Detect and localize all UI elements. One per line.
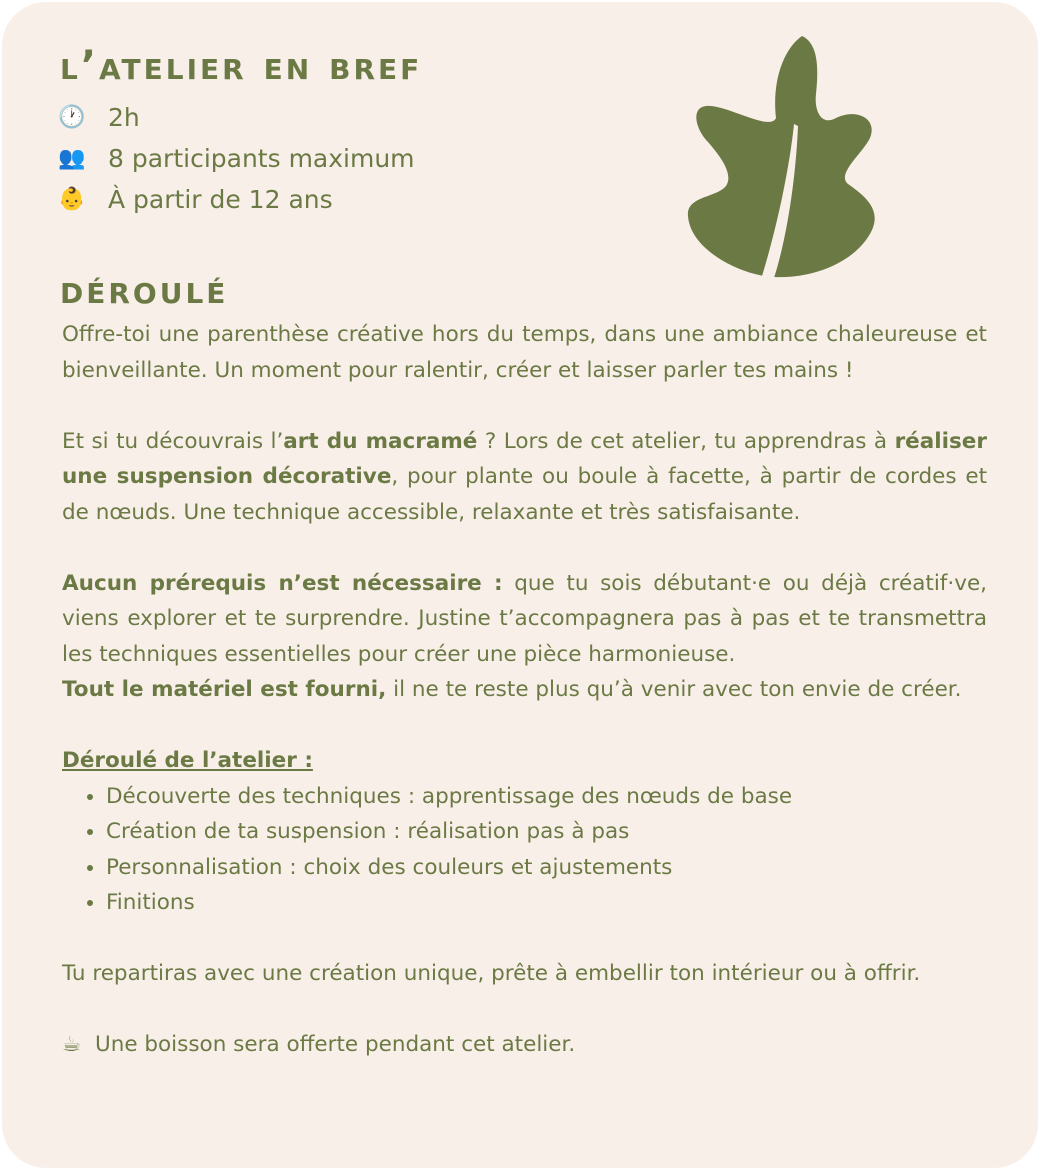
highlight-material: Tout le matériel est fourni, <box>62 677 387 702</box>
card-title: l’atelier en bref <box>60 43 423 89</box>
prerequisites-paragraph: Aucun prérequis n’est nécessaire : que tu sois débutant·e ou déjà créatif·ve, viens explorer et te surprendre. Justine t’accompagnera pas à pas et te transmettra les techniques essentielles pour créer une pièce harmonieuse. <box>62 570 988 667</box>
macrame-paragraph: Et si tu découvrais l’art du macramé ? Lors de cet atelier, tu apprendras à réaliser une suspension décorative, pour plante ou boule à facette, à partir de cordes et de nœuds. Une technique accessible, relaxante et très satisfaisante. <box>62 428 988 525</box>
list-item: • Finitions <box>106 885 987 921</box>
list-item: • Création de ta suspension : réalisation pas à pas <box>106 814 987 850</box>
fact-label: À partir de 12 ans <box>108 185 333 214</box>
fact-label: 8 participants maximum <box>108 144 415 173</box>
leaf-illustration <box>686 34 878 280</box>
steps-heading: Déroulé de l’atelier : <box>62 748 313 773</box>
fact-label: 2h <box>108 103 140 132</box>
material-paragraph: Tout le matériel est fourni, il ne te reste plus qu’à venir avec ton envie de créer. <box>62 677 962 702</box>
drink-note: ☕ Une boisson sera offerte pendant cet atelier. <box>62 1032 576 1057</box>
fact-participants <box>58 138 415 179</box>
description <box>62 317 987 1063</box>
fact-duration <box>58 97 415 138</box>
facts-list <box>58 97 415 220</box>
people-icon: 👥 <box>58 145 86 171</box>
fact-age <box>58 179 415 220</box>
highlight-suspension: réaliser une suspension décorative <box>62 428 987 489</box>
closing-paragraph: Tu repartiras avec une création unique, prête à embellir ton intérieur ou à offrir. <box>62 961 921 986</box>
workshop-card <box>2 2 1038 1168</box>
highlight-prerequisites: Aucun prérequis n’est nécessaire : <box>62 570 503 596</box>
list-item: • Personnalisation : choix des couleurs et ajustements <box>106 850 987 886</box>
section-title: déroulé <box>60 267 229 313</box>
clock-icon: 🕐 <box>58 104 86 130</box>
baby-face-icon: 👶 <box>58 186 86 212</box>
hot-drink-icon: ☕ <box>62 1032 82 1057</box>
steps-list <box>62 779 987 921</box>
highlight-macrame: art du macramé <box>283 428 478 454</box>
intro-paragraph: Offre-toi une parenthèse créative hors du temps, dans une ambiance chaleureuse et bienveillante. Un moment pour ralentir, créer et laisser parler tes mains ! <box>62 322 987 383</box>
list-item: • Découverte des techniques : apprentissage des nœuds de base <box>106 779 987 815</box>
